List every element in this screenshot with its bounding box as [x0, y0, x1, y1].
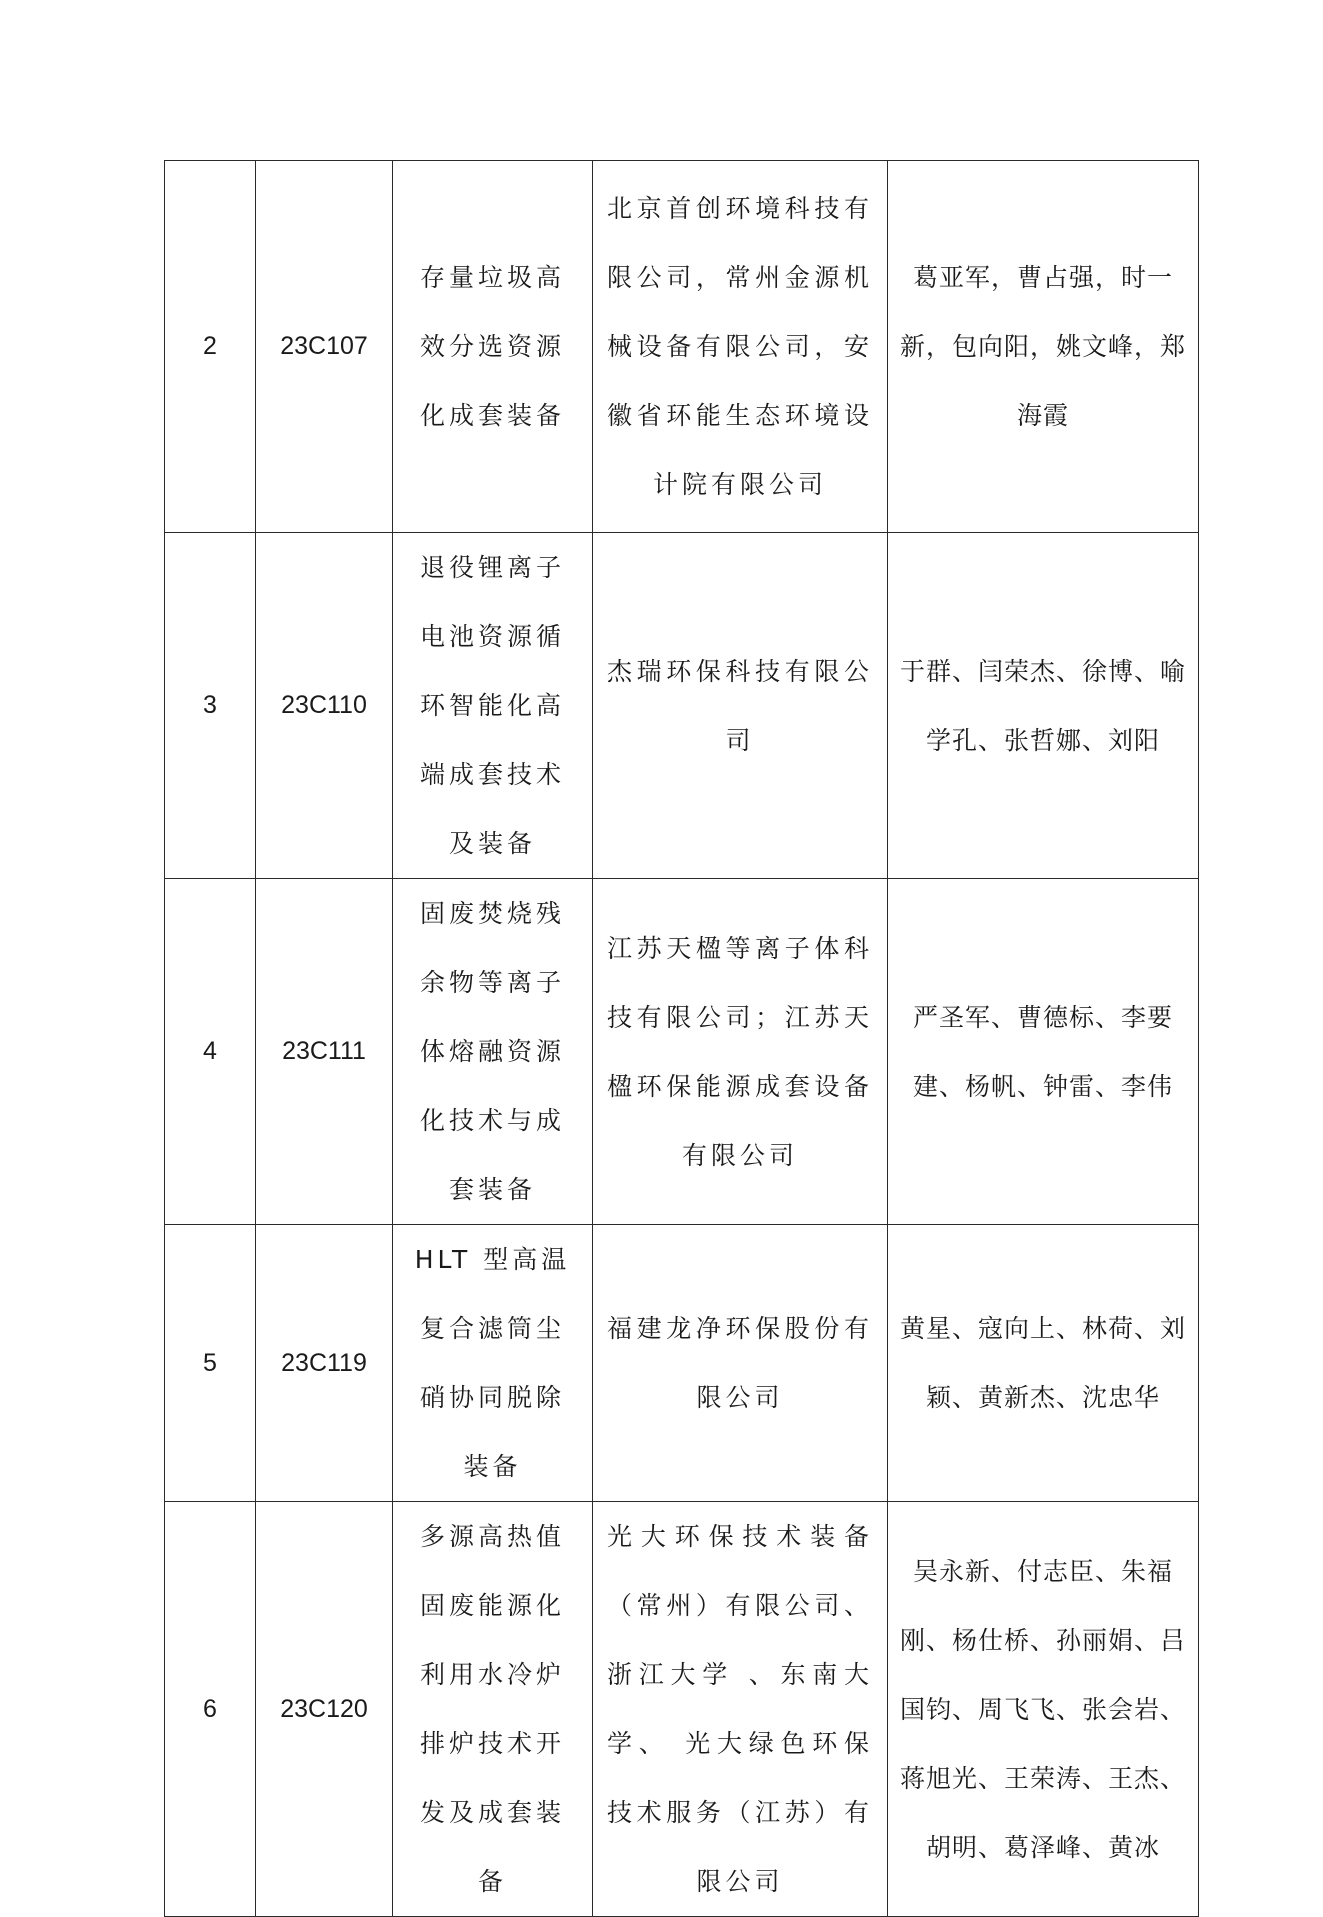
row-index: 4	[165, 879, 256, 1225]
people-cell	[888, 161, 1199, 533]
organizations-cell	[593, 1502, 888, 1917]
project-code: 23C110	[256, 533, 393, 879]
project-name: 存量垃圾高效分选资源化成套装备	[419, 263, 565, 430]
people: 吴永新、付志臣、朱福刚、杨仕桥、孙丽娟、吕国钧、周飞飞、张会岩、蒋旭光、王荣涛、王杰、胡明、葛泽峰、黄冰	[899, 1556, 1186, 1862]
organizations-cell	[593, 533, 888, 879]
table-row	[165, 533, 1199, 879]
project-name-cell	[393, 161, 593, 533]
organizations: 杰瑞环保科技有限公司	[607, 656, 873, 755]
project-code: 23C107	[256, 161, 393, 533]
project-code: 23C111	[256, 879, 393, 1225]
people-cell	[888, 533, 1199, 879]
project-name: 固废焚烧残余物等离子体熔融资源化技术与成套装备	[419, 899, 565, 1204]
organizations-cell	[593, 161, 888, 533]
row-index: 2	[165, 161, 256, 533]
organizations: 光大环保技术装备（常州）有限公司、 浙江大学 、东南大学、 光大绿色环保技术服务（江苏）有限公司	[607, 1522, 873, 1896]
row-index: 6	[165, 1502, 256, 1917]
people-cell	[888, 1225, 1199, 1502]
organizations-cell	[593, 1225, 888, 1502]
row-index: 5	[165, 1225, 256, 1502]
project-name: HLT 型高温复合滤筒尘硝协同脱除装备	[414, 1245, 571, 1481]
project-name-cell	[393, 1502, 593, 1917]
organizations: 福建龙净环保股份有限公司	[607, 1314, 873, 1412]
people: 葛亚军，曹占强，时一新，包向阳，姚文峰，郑海霞	[899, 263, 1186, 430]
people: 黄星、寇向上、林荷、刘颖、黄新杰、沈忠华	[899, 1314, 1186, 1412]
project-code: 23C119	[256, 1225, 393, 1502]
organizations: 江苏天楹等离子体科技有限公司；江苏天楹环保能源成套设备有限公司	[607, 933, 873, 1170]
project-name-cell	[393, 1225, 593, 1502]
organizations: 北京首创环境科技有限公司，常州金源机械设备有限公司，安徽省环能生态环境设计院有限公司	[607, 194, 873, 499]
table-row	[165, 879, 1199, 1225]
people-cell	[888, 1502, 1199, 1917]
people: 严圣军、曹德标、李要建、杨帆、钟雷、李伟	[912, 1002, 1173, 1101]
project-name-cell	[393, 533, 593, 879]
people: 于群、闫荣杰、徐博、喻学孔、张哲娜、刘阳	[899, 656, 1186, 755]
awards-table	[164, 160, 1199, 1917]
project-code: 23C120	[256, 1502, 393, 1917]
table-row	[165, 1225, 1199, 1502]
table-row	[165, 161, 1199, 533]
project-name: 退役锂离子电池资源循环智能化高端成套技术及装备	[419, 553, 565, 858]
row-index: 3	[165, 533, 256, 879]
project-name: 多源高热值固废能源化利用水冷炉排炉技术开发及成套装备	[419, 1522, 565, 1896]
organizations-cell	[593, 879, 888, 1225]
project-name-cell	[393, 879, 593, 1225]
people-cell	[888, 879, 1199, 1225]
table-row	[165, 1502, 1199, 1917]
